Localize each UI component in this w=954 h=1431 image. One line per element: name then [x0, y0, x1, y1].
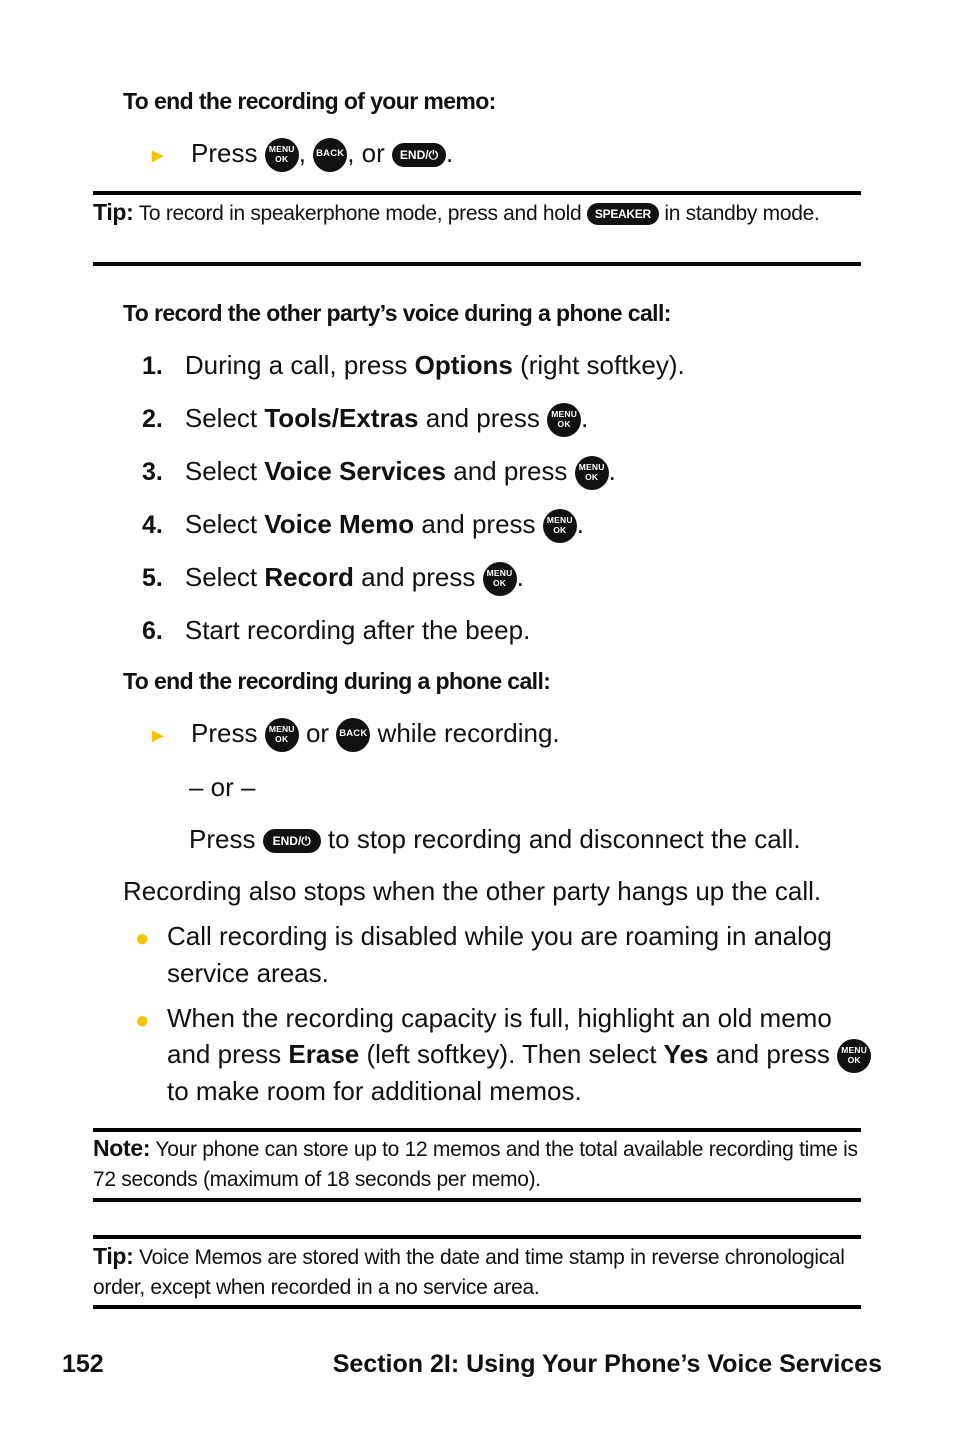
menu-ok-key-icon: MENU OK [547, 403, 581, 437]
tip1-text: Tip: To record in speakerphone mode, press and hold SPEAKER in standby mode. [93, 199, 820, 225]
press-end-memo-line: ► Press MENU OK , BACK , or END/⏻ . [148, 138, 453, 172]
back-key-icon: BACK [313, 138, 347, 172]
tip2-text: Tip: Voice Memos are stored with the date and time stamp in reverse chronological order, except when recorded in a no service area. [93, 1243, 845, 1299]
menu-ok-key-icon: MENU OK [575, 456, 609, 490]
step-4: 4. Select Voice Memo and press MENU OK . [142, 509, 584, 543]
tip1-top-rule [93, 191, 861, 195]
menu-ok-key-icon: MENU OK [543, 509, 577, 543]
bullet1-line1: Call recording is disabled while you are roaming in analog [167, 921, 832, 951]
page-number: 152 [62, 1350, 104, 1378]
end-key-icon: END/⏻ [263, 829, 321, 853]
menu-ok-key-icon: MENU OK [265, 718, 299, 752]
section-title: Section 2I: Using Your Phone’s Voice Services [332, 1350, 882, 1378]
step-2: 2. Select Tools/Extras and press MENU OK . [142, 403, 588, 437]
step-6: 6. Start recording after the beep. [142, 615, 531, 645]
back-key-icon: BACK [336, 718, 370, 752]
menu-ok-key-icon: MENU OK [837, 1039, 871, 1073]
menu-ok-key-icon: MENU OK [265, 138, 299, 172]
bullet2-line2: and press Erase (left softkey). Then select Yes and press MENU OK [167, 1039, 871, 1073]
tip1-bottom-rule [93, 262, 861, 266]
step-3: 3. Select Voice Services and press MENU OK . [142, 456, 616, 490]
arrow-bullet-icon: ► [148, 725, 168, 747]
heading-record-other-party: To record the other party’s voice during a phone call: [123, 300, 671, 326]
arrow-bullet-icon: ► [148, 145, 168, 167]
press-while-recording-line: ► Press MENU OK or BACK while recording. [148, 718, 560, 752]
tip2-bottom-rule [93, 1305, 861, 1309]
menu-ok-key-icon: MENU OK [483, 562, 517, 596]
heading-end-memo: To end the recording of your memo: [123, 88, 496, 114]
bullet2-line1: When the recording capacity is full, highlight an old memo [167, 1003, 832, 1033]
bullet1-line2: service areas. [167, 958, 329, 988]
note-text: Note: Your phone can store up to 12 memos and the total available recording time is 72 seconds (maximum of 18 seconds per memo). [93, 1135, 858, 1191]
speaker-key-icon: SPEAKER [587, 203, 659, 225]
step-1: 1. During a call, press Options (right softkey). [142, 350, 685, 380]
bullet-dot-icon: ● [135, 1007, 150, 1034]
recording-stops-text: Recording also stops when the other party hangs up the call. [123, 876, 822, 906]
note-bottom-rule [93, 1198, 861, 1202]
press-end-stop-line: Press END/⏻ to stop recording and disconnect the call. [189, 824, 801, 854]
tip2-top-rule [93, 1235, 861, 1239]
bullet2-line3: to make room for additional memos. [167, 1076, 582, 1106]
step-5: 5. Select Record and press MENU OK . [142, 562, 524, 596]
or-separator: – or – [189, 772, 256, 802]
bullet-dot-icon: ● [135, 925, 150, 952]
note-top-rule [93, 1128, 861, 1132]
heading-end-recording-call: To end the recording during a phone call: [123, 668, 551, 694]
end-key-icon: END/⏻ [392, 143, 446, 167]
